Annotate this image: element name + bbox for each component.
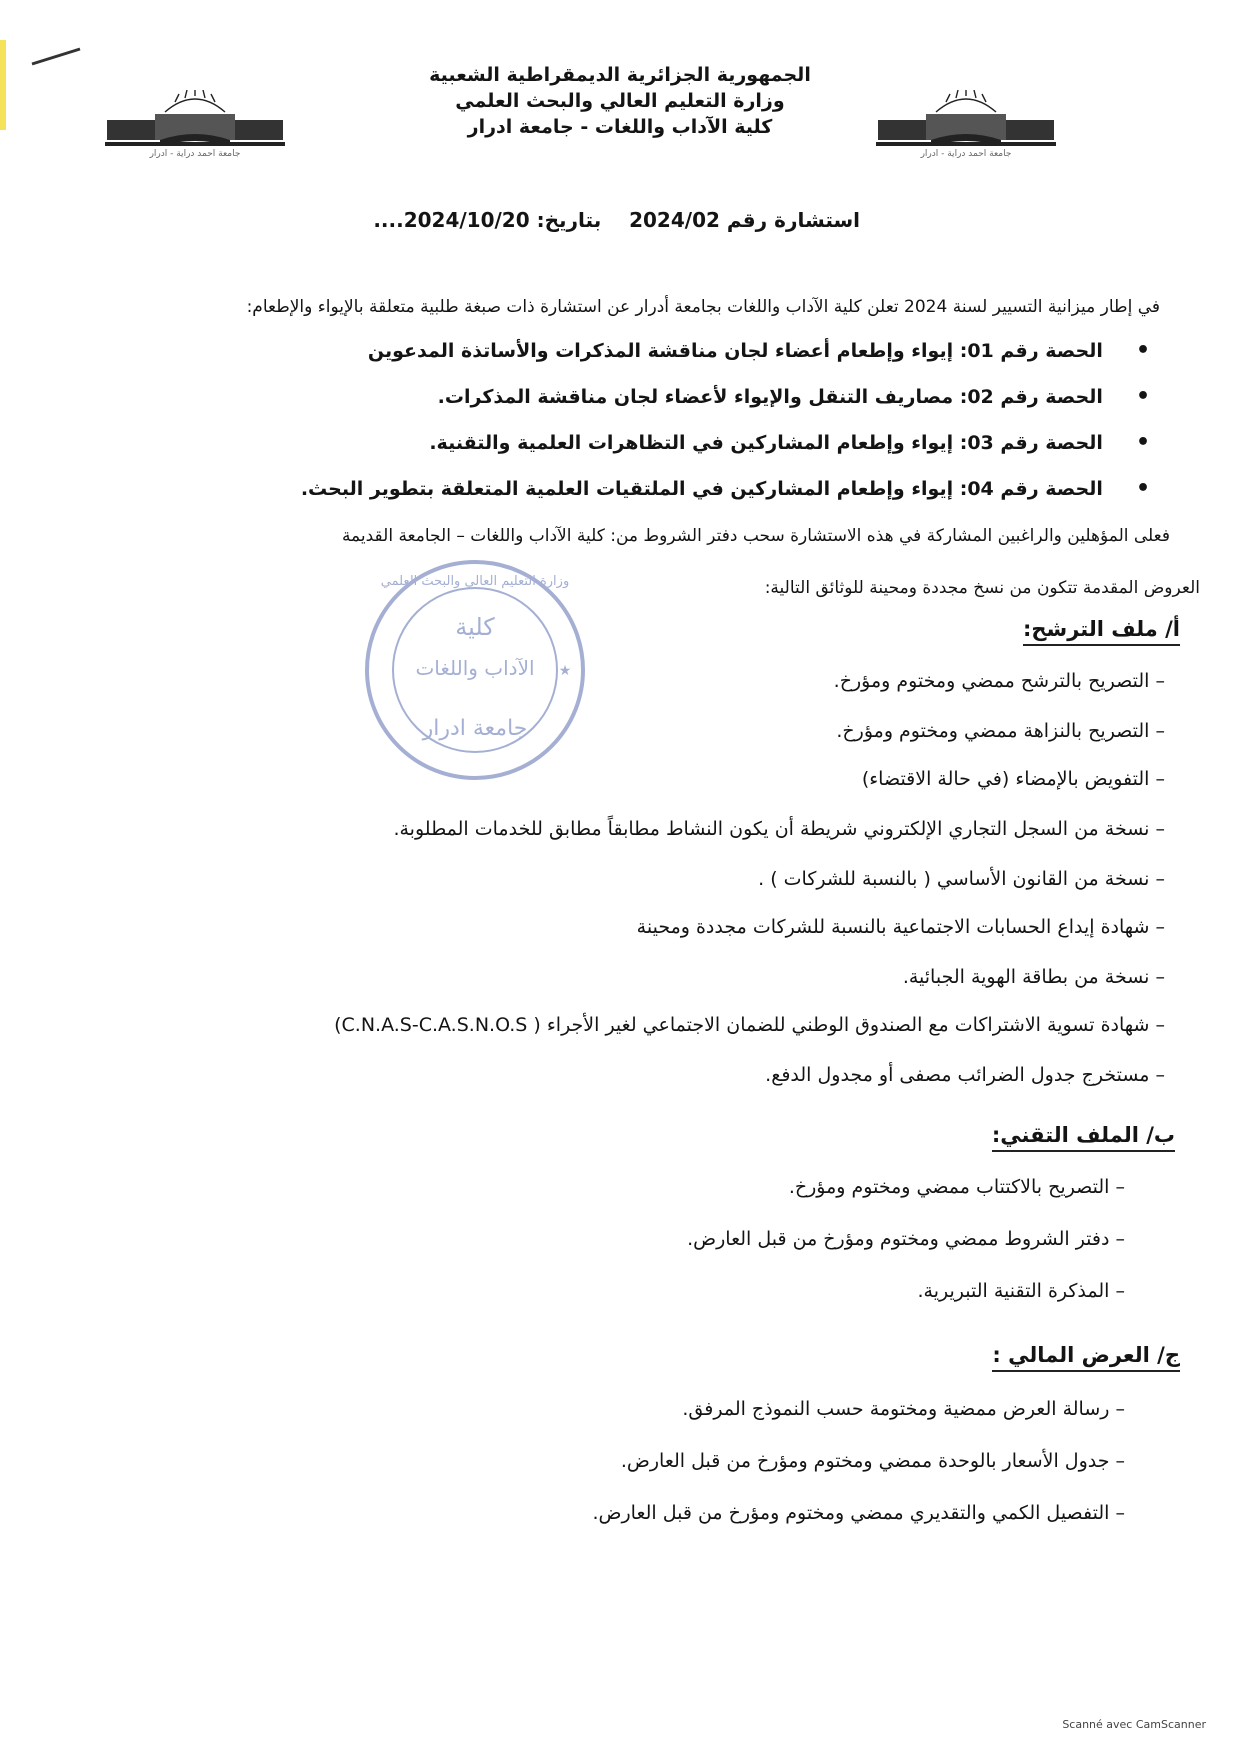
lot-2 — [300, 384, 1150, 409]
section-a — [800, 617, 1180, 641]
svg-text:الآداب واللغات: الآداب واللغات — [415, 656, 535, 680]
header-ministry: وزارة التعليم العالي والبحث العلمي — [455, 90, 785, 112]
document-header — [400, 62, 840, 140]
svg-text:جامعة احمد دراية - ادرار: جامعة احمد دراية - ادرار — [920, 149, 1012, 159]
section-a-item: – نسخة من بطاقة الهوية الجبائية. — [902, 966, 1165, 988]
section-a-item: – التصريح بالترشح ممضي ومختوم ومؤرخ. — [833, 670, 1165, 692]
lot-text: الحصة رقم 04: إيواء وإطعام المشاركين في الملتقيات العلمية المتعلقة بتطوير البحث. — [300, 478, 1103, 500]
reference-number: 2024/02 — [629, 208, 720, 232]
section-b — [800, 1123, 1175, 1147]
notice-documents: العروض المقدمة تتكون من نسخ مجددة ومحينة للوثائق التالية: — [764, 578, 1200, 598]
section-a-item: – مستخرج جدول الضرائب مصفى أو مجدول الدفع. — [765, 1064, 1165, 1086]
lot-text: الحصة رقم 01: إيواء وإطعام أعضاء لجان مناقشة المذكرات والأساتذة المدعوين — [367, 340, 1103, 362]
lot-4 — [300, 476, 1150, 501]
section-b-item: – التصريح بالاكتتاب ممضي ومختوم ومؤرخ. — [788, 1176, 1125, 1198]
reference-date-label: بتاريخ: — [536, 208, 602, 232]
reference-date: 2024/10/20.... — [373, 208, 530, 232]
section-c — [800, 1343, 1180, 1367]
section-c-item: – رسالة العرض ممضية ومختومة حسب النموذج المرفق. — [682, 1398, 1125, 1420]
section-a-item: – شهادة تسوية الاشتراكات مع الصندوق الوطني للضمان الاجتماعي لغير الأجراء ( C.N.A.S-C.A.S.N.O.S) — [334, 1014, 1165, 1036]
university-logo-left — [105, 90, 285, 160]
notice-withdraw-specs: فعلى المؤهلين والراغبين المشاركة في هذه الاستشارة سحب دفتر الشروط من: كلية الآداب واللغات – الجامعة القديمة — [341, 526, 1170, 546]
reference-label: استشارة رقم — [726, 208, 860, 232]
header-republic: الجمهورية الجزائرية الديمقراطية الشعبية — [429, 64, 811, 86]
consultation-reference — [360, 208, 860, 232]
lot-1 — [300, 338, 1150, 363]
scan-edge-mark — [0, 40, 6, 130]
lot-text: الحصة رقم 03: إيواء وإطعام المشاركين في التظاهرات العلمية والتقنية. — [429, 432, 1103, 454]
scanner-watermark: Scanné avec CamScanner — [1062, 1718, 1206, 1731]
bullet-icon: • — [1135, 338, 1150, 363]
pen-stroke-mark — [30, 46, 82, 66]
section-c-item: – التفصيل الكمي والتقديري ممضي ومختوم ومؤرخ من قبل العارض. — [592, 1502, 1125, 1524]
section-a-item: – شهادة إيداع الحسابات الاجتماعية بالنسبة للشركات مجددة ومحينة — [636, 916, 1165, 938]
section-c-title: ج/ العرض المالي : — [992, 1343, 1180, 1372]
header-faculty: كلية الآداب واللغات - جامعة ادرار — [467, 116, 773, 138]
svg-text:★: ★ — [558, 663, 572, 679]
section-b-item: – دفتر الشروط ممضي ومختوم ومؤرخ من قبل العارض. — [687, 1228, 1125, 1250]
svg-text:جامعة ادرار: جامعة ادرار — [422, 716, 528, 741]
section-a-item: – التصريح بالنزاهة ممضي ومختوم ومؤرخ. — [836, 720, 1165, 742]
intro-paragraph: في إطار ميزانية التسيير لسنة 2024 تعلن كلية الآداب واللغات بجامعة أدرار عن استشارة ذات صبغة طلبية متعلقة بالإيواء والإطعام: — [246, 297, 1160, 317]
bullet-icon: • — [1135, 430, 1150, 455]
lot-text: الحصة رقم 02: مصاريف التنقل والإيواء لأعضاء لجان مناقشة المذكرات. — [437, 386, 1103, 408]
svg-text:جامعة احمد دراية - ادرار: جامعة احمد دراية - ادرار — [149, 149, 241, 159]
lot-3 — [300, 430, 1150, 455]
svg-text:وزارة التعليم العالي والبحث ال: وزارة التعليم العالي والبحث العلمي — [380, 574, 570, 589]
bullet-icon: • — [1135, 476, 1150, 501]
university-logo-right — [876, 90, 1056, 160]
section-a-item: – التفويض بالإمضاء (في حالة الاقتضاء) — [861, 768, 1165, 790]
svg-text:كلية: كلية — [455, 613, 495, 641]
section-a-item: – نسخة من السجل التجاري الإلكتروني شريطة أن يكون النشاط مطابقاً مطابق للخدمات المطلوبة. — [393, 818, 1165, 840]
bullet-icon: • — [1135, 384, 1150, 409]
section-a-item: – نسخة من القانون الأساسي ( بالنسبة للشركات ) . — [758, 868, 1165, 890]
section-c-item: – جدول الأسعار بالوحدة ممضي ومختوم ومؤرخ من قبل العارض. — [620, 1450, 1125, 1472]
section-a-title: أ/ ملف الترشح: — [1023, 617, 1180, 646]
section-b-title: ب/ الملف التقني: — [992, 1123, 1175, 1152]
section-b-item: – المذكرة التقنية التبريرية. — [917, 1280, 1125, 1302]
